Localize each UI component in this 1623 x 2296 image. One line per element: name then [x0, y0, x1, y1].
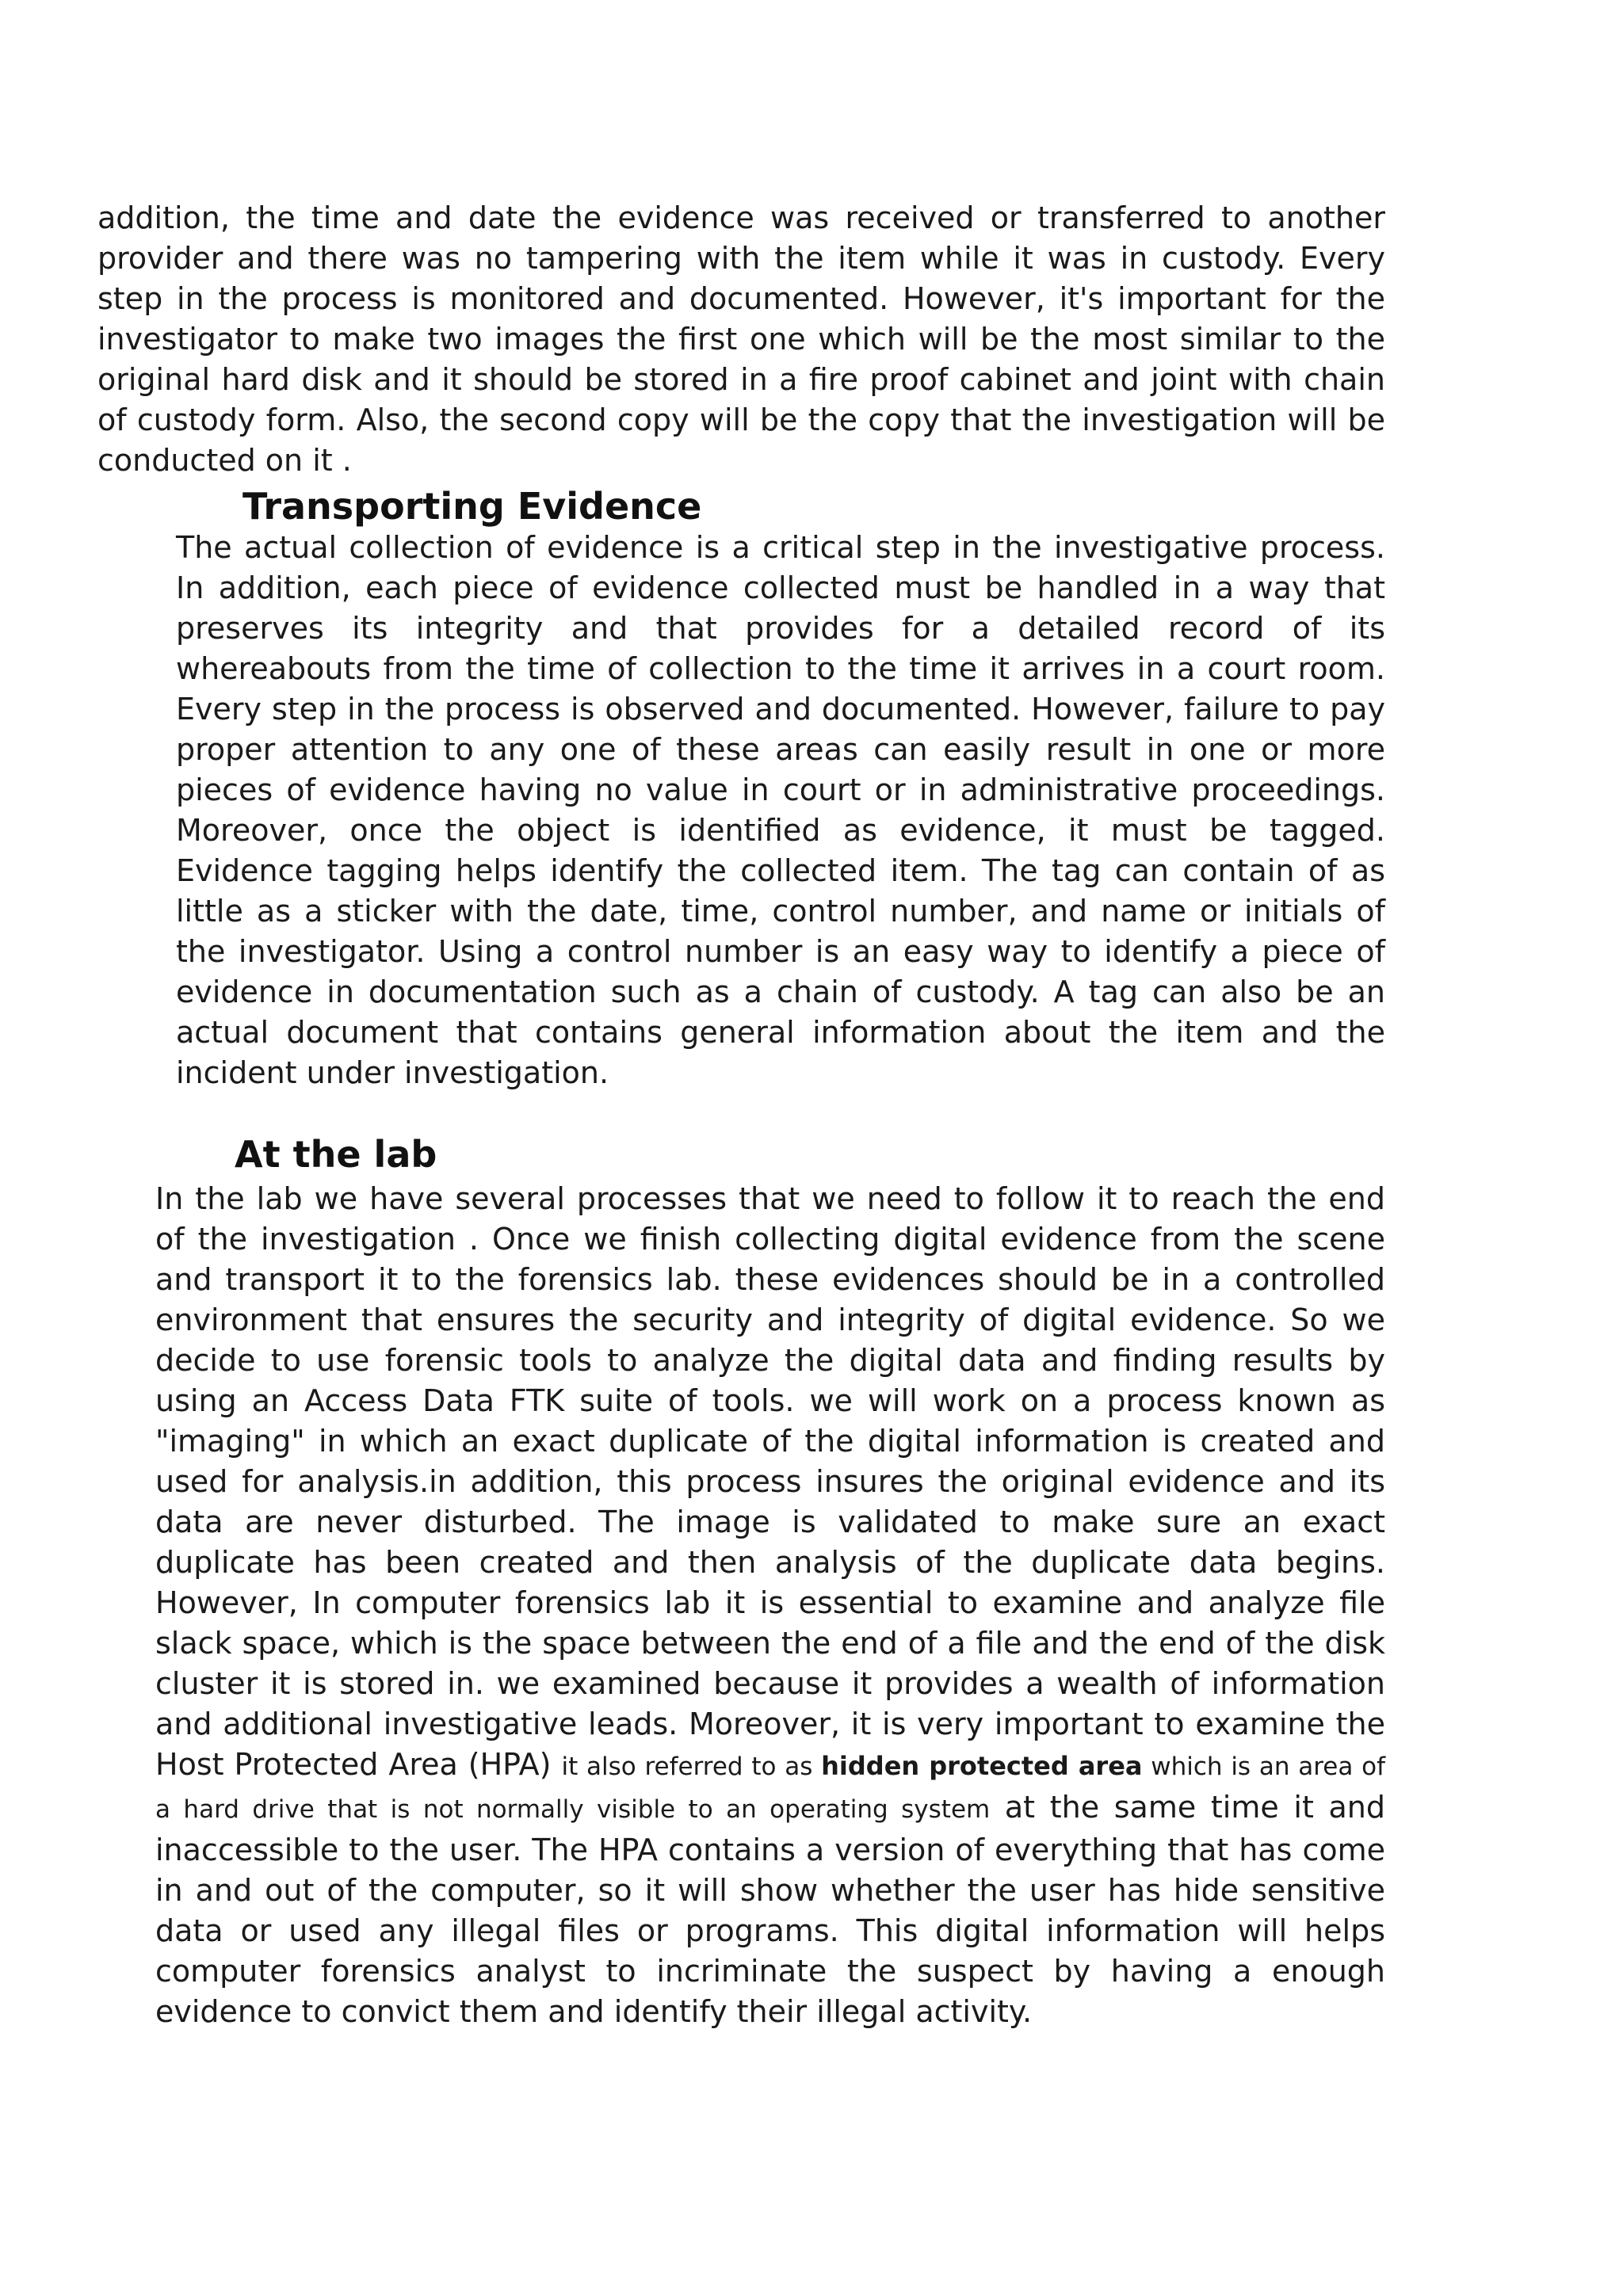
section-heading-at-the-lab: At the lab: [235, 1133, 437, 1176]
intro-paragraph: addition, the time and date the evidence was received or transferred to another provider and there was no tampering with the item while it was in custody. Every step in the process is monitored and documented. However, it's important for the investigator to make two images the first one which will be the most similar to the original hard disk and it should be stored in a fire proof cabinet and joint with chain of custody form. Also, the second copy will be the copy that the investigation will be conducted on it .: [97, 200, 1385, 478]
lab-text-part-2: at the same time it and inaccessible to the user. The HPA contains a version of everything that has come in and out of the computer, so it will show whether the user has hide sensitive data or used any illegal files or programs. This digital information will helps computer forensics analyst to incriminate the suspect by having a enough evidence to convict them and identify their illegal activity.: [155, 1790, 1385, 2029]
lab-text-small-2: which is an area of a hard drive that is not normally visible to an operating system: [155, 1753, 1386, 1824]
lab-text-bold-term: hidden protected area: [821, 1751, 1143, 1781]
lab-text-small-1: it also referred to as: [561, 1753, 822, 1781]
lab-text-part-1: In the lab we have several processes that we need to follow it to reach the end of the investigation . Once we finish collecting digital evidence from the scene and transport it to the forensics lab. these evidences should be in a controlled environment that ensures the security and integrity of digital evidence. So we decide to use forensic tools to analyze the digital data and finding results by using an Access Data FTK suite of tools. we will work on a process known as "imaging" in which an exact duplicate of the digital information is created and used for analysis.in addition, this process insures the original evidence and its data are never disturbed. The image is validated to make sure an exact duplicate has been created and then analysis of the duplicate data begins. However, In computer forensics lab it is essential to examine and analyze file slack space, which is the space between the end of a file and the end of the disk cluster it is stored in. we examined because it provides a wealth of information and additional investigative leads. Moreover, it is very important to examine the Host Protected Area (HPA): [155, 1181, 1385, 1782]
at-the-lab-paragraph: [155, 1179, 1385, 2032]
section-heading-transporting-evidence: Transporting Evidence: [242, 485, 702, 528]
transporting-evidence-paragraph: The actual collection of evidence is a critical step in the investigative process. In addition, each piece of evidence collected must be handled in a way that preserves its integrity and that provides for a detailed record of its whereabouts from the time of collection to the time it arrives in a court room. Every step in the process is observed and documented. However, failure to pay proper attention to any one of these areas can easily result in one or more pieces of evidence having no value in court or in administrative proceedings. Moreover, once the object is identified as evidence, it must be tagged. Evidence tagging helps identify the collected item. The tag can contain of as little as a sticker with the date, time, control number, and name or initials of the investigator. Using a control number is an easy way to identify a piece of evidence in documentation such as a chain of custody. A tag can also be an actual document that contains general information about the item and the incident under investigation.: [176, 530, 1385, 1090]
